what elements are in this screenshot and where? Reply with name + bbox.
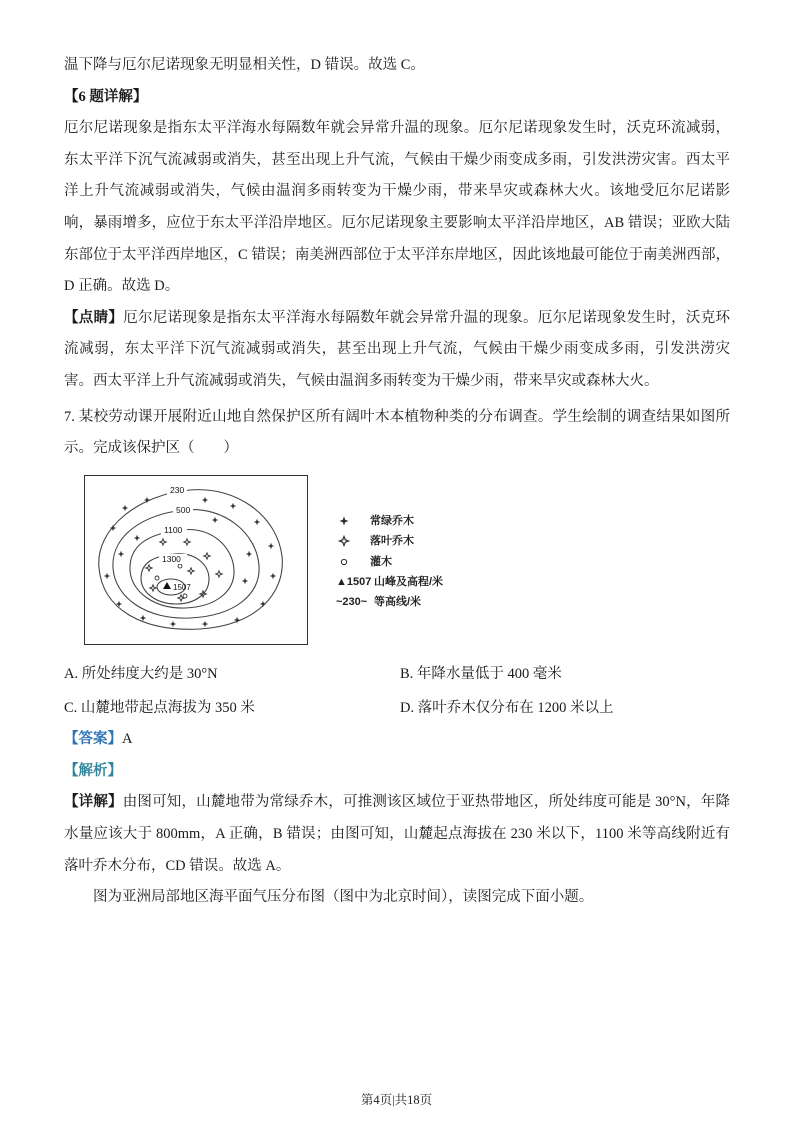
contour-map-svg [85, 476, 307, 644]
footer-page-number: 第4页|共18页 [360, 1093, 433, 1107]
legend-item-contour [336, 592, 443, 612]
figure-contour-map [84, 475, 730, 645]
question-7: 7. 某校劳动课开展附近山地自然保护区所有阔叶木本植物种类的分布调查。学生绘制的调查结果如图所示。完成该保护区（ ） [64, 408, 730, 457]
next-question-intro: 图为亚洲局部地区海平面气压分布图（图中为北京时间），读图完成下面小题。 [93, 889, 594, 906]
answer-label: 【答案】 [64, 731, 122, 748]
option-d: D. 落叶乔木仅分布在 1200 米以上 [400, 699, 614, 716]
deciduous-icon [336, 535, 370, 547]
analysis-line [64, 756, 730, 788]
legend-label: 灌木 [370, 555, 392, 568]
legend-label: 常绿乔木 [370, 514, 414, 527]
legend-item-evergreen [336, 511, 443, 531]
option-a: A. 所处纬度大约是 30°N [64, 665, 218, 682]
options-row-2 [64, 693, 730, 725]
legend-label: 山峰及高程/米 [374, 575, 444, 588]
shrub-icon [336, 556, 370, 568]
contour-legend-symbol: ~230~ [336, 596, 368, 609]
legend-label: 落叶乔木 [370, 535, 414, 548]
dianjing-paragraph [64, 303, 730, 398]
contour-label-1300: 1300 [162, 553, 181, 564]
peak-legend-symbol: ▲1507 [336, 575, 372, 588]
option-b: B. 年降水量低于 400 毫米 [400, 665, 562, 682]
paragraph-carryover: 温下降与厄尔尼诺现象无明显相关性，D 错误。故选 C。 [64, 57, 425, 73]
answer-line [64, 724, 730, 756]
map-legend [336, 511, 443, 613]
contour-label-500: 500 [176, 504, 191, 515]
detail-6-body: 厄尔尼诺现象是指东太平洋海水每隔数年就会异常升温的现象。厄尔尼诺现象发生时，沃克环流减弱，东太平洋下沉气流减弱或消失，甚至出现上升气流，气候由干燥少雨变成多雨，引发洪涝灾害。西太平洋上升气流减弱或消失，气候由温润多雨转变为干燥少雨，带来旱灾或森林大火。该地受厄尔尼诺影响，暴雨增多，应位于东太平洋沿岸地区。厄尔尼诺现象主要影响太平洋沿岸地区，AB 错误；亚欧大陆东部位于太平洋西岸地区，C 错误；南美洲西部位于太平洋东岸地区，因此该地最可能位于南美洲西部，D 正确。故选 D。 [64, 120, 730, 295]
contour-label-230: 230 [170, 484, 185, 495]
shrub-markers [155, 564, 187, 598]
detail-7-label: 【详解】 [64, 794, 123, 811]
options-row-1 [64, 659, 730, 691]
peak-label: 1507 [173, 582, 191, 592]
detail-7-paragraph [64, 787, 730, 882]
contour-labels [159, 485, 193, 564]
evergreen-icon [336, 515, 370, 527]
peak-marker [163, 582, 191, 592]
map-frame [84, 475, 308, 645]
legend-item-deciduous [336, 531, 443, 551]
option-c: C. 山麓地带起点海拔为 350 米 [64, 699, 255, 716]
contour-label-1100: 1100 [164, 524, 183, 535]
detail-6-heading: 【6 题详解】 [64, 88, 148, 105]
legend-item-peak [336, 572, 443, 592]
dianjing-label: 【点睛】 [64, 309, 124, 326]
legend-item-shrub [336, 552, 443, 572]
legend-label: 等高线/米 [374, 596, 422, 609]
analysis-label: 【解析】 [64, 762, 122, 779]
dianjing-body: 厄尔尼诺现象是指东太平洋海水每隔数年就会异常升温的现象。厄尔尼诺现象发生时，沃克环流减弱，东太平洋下沉气流减弱或消失，甚至出现上升气流，气候由干燥少雨变成多雨，引发洪涝灾害。西太平洋上升气流减弱或消失，气候由温润多雨转变为干燥少雨，带来旱灾或森林大火。 [64, 309, 731, 390]
detail-7-body: 由图可知，山麓地带为常绿乔木，可推测该区域位于亚热带地区，所处纬度可能是 30°N，年降水量应该大于 800mm，A 正确，B 错误；由图可知，山麓起点海拔在 230 米以下，1100 米等高线附近有落叶乔木分布，CD 错误。故选 A。 [64, 794, 730, 874]
answer-value: A [122, 731, 133, 748]
